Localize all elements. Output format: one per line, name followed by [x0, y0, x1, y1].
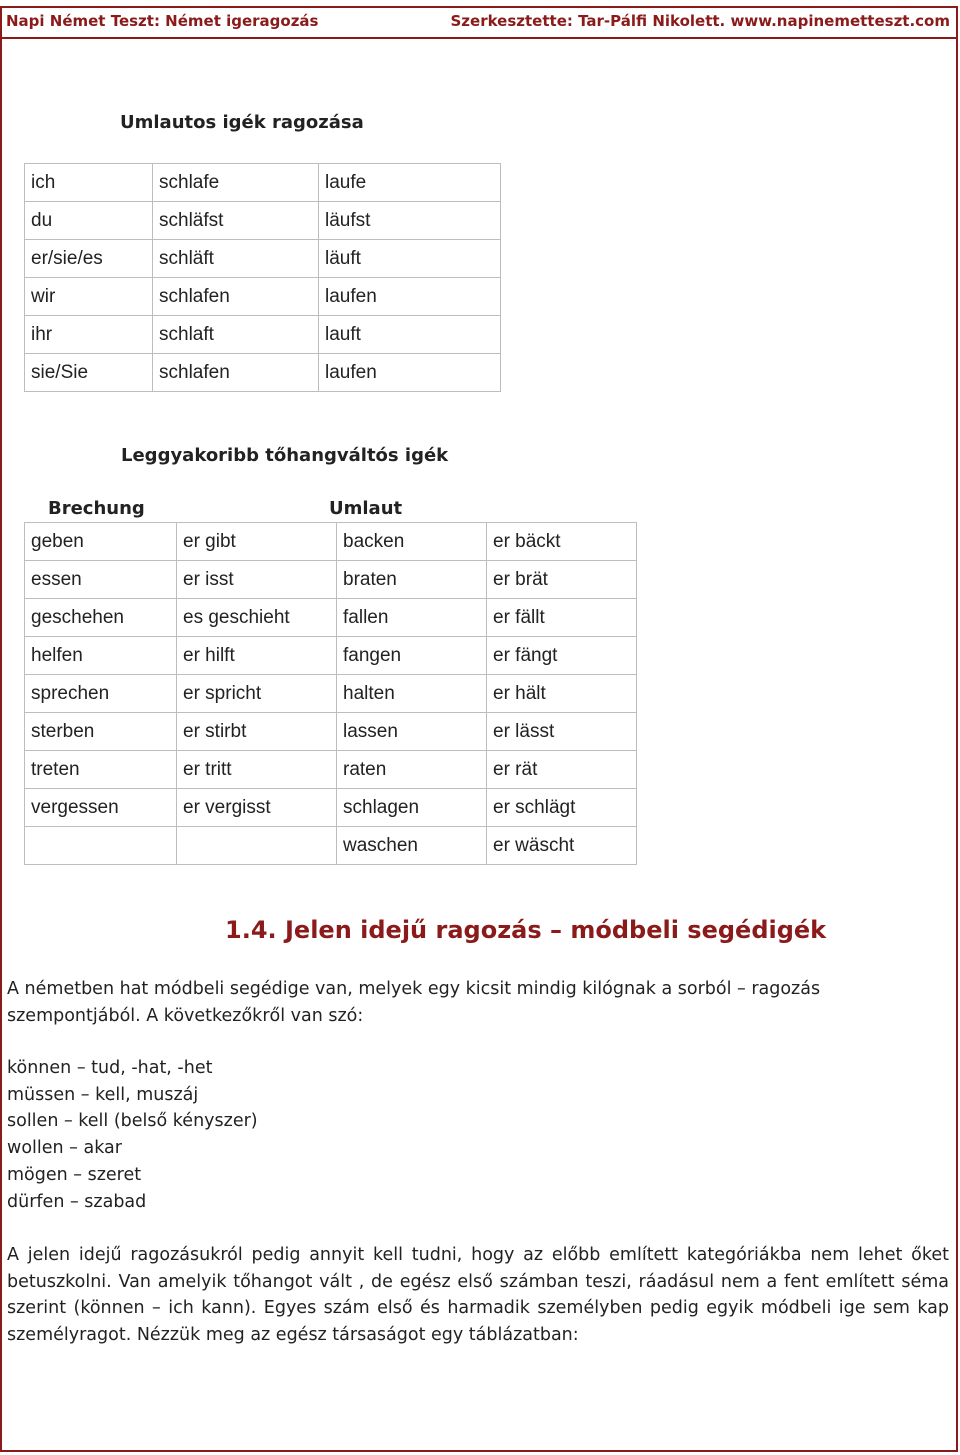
- table-cell: laufen: [319, 278, 501, 316]
- list-item: müssen – kell, muszáj: [7, 1084, 199, 1105]
- table-cell: waschen: [337, 827, 487, 865]
- table-row: [25, 675, 637, 713]
- table-cell: er schlägt: [487, 789, 637, 827]
- table-row: [25, 637, 637, 675]
- table-cell: schlafen: [153, 278, 319, 316]
- table-cell: er fällt: [487, 599, 637, 637]
- table-cell: schläft: [153, 240, 319, 278]
- umlaut-header: Umlaut: [329, 498, 403, 519]
- table-cell: er fängt: [487, 637, 637, 675]
- table-row: [25, 751, 637, 789]
- table-cell: er rät: [487, 751, 637, 789]
- table-cell: braten: [337, 561, 487, 599]
- table-cell: geben: [25, 523, 177, 561]
- table-cell: lassen: [337, 713, 487, 751]
- brechung-header: Brechung: [48, 498, 145, 519]
- table-cell: fangen: [337, 637, 487, 675]
- table-row: [25, 789, 637, 827]
- table-cell: er wäscht: [487, 827, 637, 865]
- table-cell: er tritt: [177, 751, 337, 789]
- table-row: [25, 202, 501, 240]
- table-cell: vergessen: [25, 789, 177, 827]
- table-cell: er vergisst: [177, 789, 337, 827]
- table-row: [25, 523, 637, 561]
- umlaut-section-title: Umlautos igék ragozása: [120, 112, 364, 133]
- table-cell: raten: [337, 751, 487, 789]
- vowel-change-section-title: Leggyakoribb tőhangváltós igék: [121, 445, 449, 466]
- table-cell: laufe: [319, 164, 501, 202]
- table-row: [25, 164, 501, 202]
- modal-closing-paragraph: A jelen idejű ragozásukról pedig annyit kell tudni, hogy az előbb említett kategóriákba nem lehet őket betuszkolni. Van amelyik tőhangot vált , de egész első számban teszi, ráadásul nem a fent említett séma szerint (können – ich kann). Egyes szám első és harmadik személyben pedig egyik módbeli ige sem kap személyragot. Nézzük meg az egész társaságot egy táblázatban:: [7, 1245, 949, 1345]
- table-cell: er/sie/es: [25, 240, 153, 278]
- table-row: [25, 316, 501, 354]
- table-cell: helfen: [25, 637, 177, 675]
- table-cell: es geschieht: [177, 599, 337, 637]
- list-item: können – tud, -hat, -het: [7, 1058, 213, 1078]
- table-cell: essen: [25, 561, 177, 599]
- table-cell: er lässt: [487, 713, 637, 751]
- list-item: dürfen – szabad: [7, 1191, 147, 1212]
- table-row: [25, 278, 501, 316]
- modal-section-title: 1.4. Jelen idejű ragozás – módbeli segédigék: [225, 916, 827, 944]
- table-cell: er hilft: [177, 637, 337, 675]
- list-item: sollen – kell (belső kényszer): [7, 1111, 258, 1132]
- table-cell: schlagen: [337, 789, 487, 827]
- table-cell: er hält: [487, 675, 637, 713]
- table-cell: ich: [25, 164, 153, 202]
- table-cell: fallen: [337, 599, 487, 637]
- umlaut-conjugation-table: [24, 163, 501, 392]
- table-cell: sprechen: [25, 675, 177, 713]
- table-cell: er isst: [177, 561, 337, 599]
- table-cell: er stirbt: [177, 713, 337, 751]
- table-row: [25, 599, 637, 637]
- table-cell: sie/Sie: [25, 354, 153, 392]
- table-cell: schläfst: [153, 202, 319, 240]
- table-cell: [177, 827, 337, 865]
- table-cell: er brät: [487, 561, 637, 599]
- table-row: [25, 827, 637, 865]
- vowel-change-table: [24, 522, 637, 865]
- header-author: Szerkesztette: Tar-Pálfi Nikolett. www.napinemetteszt.com: [450, 12, 950, 30]
- table-cell: wir: [25, 278, 153, 316]
- table-cell: lauft: [319, 316, 501, 354]
- table-cell: geschehen: [25, 599, 177, 637]
- header-divider: [0, 37, 958, 39]
- table-cell: er bäckt: [487, 523, 637, 561]
- table-cell: läufst: [319, 202, 501, 240]
- table-cell: backen: [337, 523, 487, 561]
- table-cell: läuft: [319, 240, 501, 278]
- list-item: wollen – akar: [7, 1138, 122, 1159]
- table-cell: er gibt: [177, 523, 337, 561]
- table-cell: du: [25, 202, 153, 240]
- table-row: [25, 713, 637, 751]
- table-cell: schlafe: [153, 164, 319, 202]
- table-cell: schlafen: [153, 354, 319, 392]
- table-cell: sterben: [25, 713, 177, 751]
- table-cell: schlaft: [153, 316, 319, 354]
- table-row: [25, 240, 501, 278]
- list-item: mögen – szeret: [7, 1164, 142, 1185]
- table-cell: ihr: [25, 316, 153, 354]
- table-row: [25, 354, 501, 392]
- modal-intro-paragraph: A németben hat módbeli segédige van, melyek egy kicsit mindig kilógnak a sorból – ragozás szempontjából. A következőkről van szó:: [7, 979, 821, 1026]
- table-cell: halten: [337, 675, 487, 713]
- table-cell: laufen: [319, 354, 501, 392]
- table-row: [25, 561, 637, 599]
- table-cell: treten: [25, 751, 177, 789]
- modal-verb-list: [7, 1055, 258, 1215]
- header-title: Napi Német Teszt: Német igeragozás: [6, 12, 319, 30]
- table-cell: er spricht: [177, 675, 337, 713]
- table-cell: [25, 827, 177, 865]
